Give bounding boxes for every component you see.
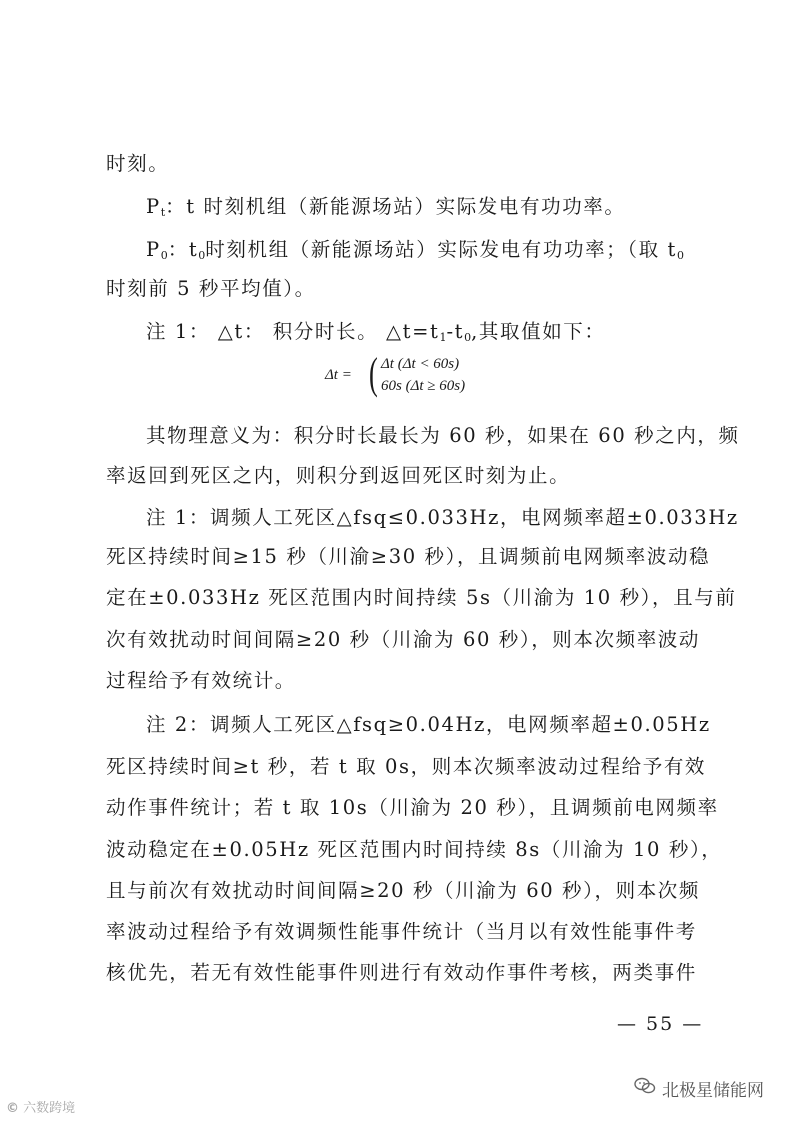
delta-t-formula (323, 350, 483, 402)
watermark-logo-icon: © (6, 1101, 19, 1116)
text-line: 死区持续时间≥t 秒，若 t 取 0s，则本次频率波动过程给予有效 (106, 755, 707, 778)
watermark-text: 北极星储能网 (662, 1081, 764, 1101)
line-text: -t (446, 320, 465, 343)
text-line: 注 1：调频人工死区△fsq≤0.033Hz，电网频率超±0.033Hz (146, 506, 739, 529)
formula-lhs: Δt = (325, 367, 352, 383)
text-line (146, 234, 684, 262)
formula-brace: ( (369, 349, 378, 398)
text-line: 时刻。 (106, 152, 170, 175)
line-text: 注 1： △t： 积分时长。 △t=t (146, 320, 440, 343)
formula-case-2: 60s (Δt ≥ 60s) (381, 378, 466, 394)
page-number: — 55 — (617, 1013, 704, 1035)
text-line: 其物理意义为：积分时长最长为 60 秒，如果在 60 秒之内，频 (146, 424, 740, 447)
symbol-p: P (146, 195, 161, 218)
text-line: 注 2：调频人工死区△fsq≥0.04Hz，电网频率超±0.05Hz (146, 713, 711, 736)
text-line: 死区持续时间≥15 秒（川渝≥30 秒），且调频前电网频率波动稳 (106, 545, 711, 568)
text-line: 过程给予有效统计。 (106, 669, 296, 692)
formula-case-1: Δt (Δt < 60s) (381, 356, 460, 372)
text-line: 定在±0.033Hz 死区范围内时间持续 5s（川渝为 10 秒），且与前 (106, 586, 737, 609)
text-line: 波动稳定在±0.05Hz 死区范围内时间持续 8s（川渝为 10 秒）， (106, 838, 723, 861)
text-line: 且与前次有效扰动时间间隔≥20 秒（川渝为 60 秒），则本次频 (106, 879, 701, 902)
text-line: 率波动过程给予有效调频性能事件统计（当月以有效性能事件考 (106, 920, 697, 943)
text-line: 次有效扰动时间间隔≥20 秒（川渝为 60 秒），则本次频率波动 (106, 628, 701, 651)
text-line (146, 316, 606, 344)
watermark-text: 六数跨境 (23, 1101, 76, 1116)
subscript: 0 (464, 331, 472, 344)
line-text: ,其取值如下： (471, 320, 606, 343)
line-text: ：t (167, 238, 199, 261)
text-line: 率返回到死区之内，则积分到返回死区时刻为止。 (106, 464, 571, 487)
text-line: 核优先，若无有效性能事件则进行有效动作事件考核，两类事件 (106, 961, 697, 984)
line-text: ：t 时刻机组（新能源场站）实际发电有功功率。 (165, 195, 626, 218)
subscript: 1 (439, 331, 447, 344)
subscript: 0 (160, 249, 168, 262)
subscript: t (160, 206, 166, 219)
watermark-right (634, 1076, 764, 1101)
wechat-icon (634, 1077, 656, 1100)
text-line: 时刻前 5 秒平均值）。 (106, 277, 316, 300)
line-text: 时刻机组（新能源场站）实际发电有功功率；（取 t (205, 238, 677, 261)
subscript: 0 (198, 249, 206, 262)
symbol-p: P (146, 238, 161, 261)
text-line (146, 191, 626, 219)
subscript: 0 (676, 249, 684, 262)
text-line: 动作事件统计；若 t 取 10s（川渝为 20 秒），且调频前电网频率 (106, 796, 719, 819)
watermark-left (6, 1097, 75, 1116)
